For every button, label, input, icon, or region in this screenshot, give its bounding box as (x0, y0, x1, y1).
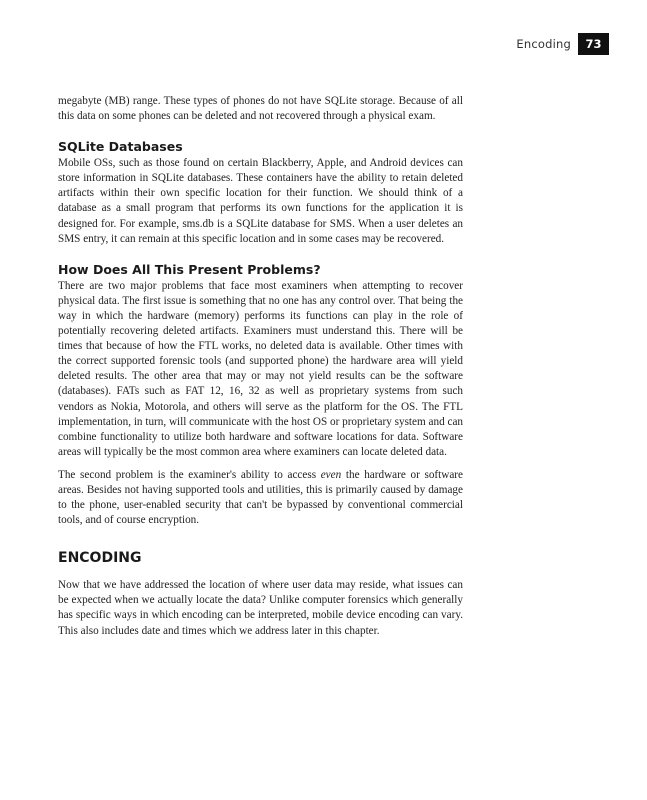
running-head-section: Encoding (516, 37, 571, 51)
problems-paragraph-2-end: the hardware or software areas. Besides not having supported tools and utilities, this is primarily caused by damage to the phone, user-enabled security that can't be bypassed by conventional commercial tools, and of course encryption. (58, 468, 464, 527)
encoding-heading: ENCODING (58, 550, 142, 567)
page-number: 73 (578, 33, 609, 55)
emphasis-even: even (320, 468, 342, 481)
intro-paragraph: megabyte (MB) range. These types of phones do not have SQLite storage. Because of all this data on some phones can be deleted and not recovered through a physical exam. (58, 95, 463, 123)
sqlite-paragraph: Mobile OSs, such as those found on certain Blackberry, Apple, and Android devices can store information in SQLite databases. These containers have the ability to retain deleted artifacts within their own specific location for their function. We should think of a database as a small program that performs its own functions for the application it is designed for. For example, sms.db is a SQLite database for SMS. When a user deletes an SMS entry, it can remain at this specific location and in some cases may be recovered. (58, 157, 463, 245)
running-head (516, 33, 609, 55)
problems-paragraph-2-start: The second problem is the examiner's ability to access (58, 468, 321, 481)
problems-heading: How Does All This Present Problems? (58, 261, 321, 277)
problems-paragraph-2 (58, 468, 463, 528)
page-body (58, 94, 463, 639)
encoding-paragraph: Now that we have addressed the location of where user data may reside, what issues can be expected when we actually locate the data? Unlike computer forensics which generally has specific ways in which encoding can be interpreted, mobile device encoding can vary. This also includes date and times which we address later in this chapter. (58, 579, 463, 637)
sqlite-heading: SQLite Databases (58, 139, 183, 155)
problems-paragraph-1: There are two major problems that face most examiners when attempting to recover physical data. The first issue is something that no one has any control over. That being the way in which the hardware (memory) performs its functions can play in the role of potentially recovering deleted artifacts. Examiners must understand this. There will be times that because of how the FTL works, no deleted data is available. Other times with the correct supported forensic tools (and supported phone) the hardware area will yield deleted results. The other area that may or may not yield results can be the software (databases). FATs such as FAT 12, 16, 32 as well as proprietary systems from such vendors as Nokia, Motorola, and others will serve as the platform for the OS. The FTL implementation, in turn, will communicate with the host OS or proprietary system and can combine functionality to utilize both hardware and software locations for data. Software areas will typically be the most common area where examiners can locate deleted data. (58, 279, 463, 458)
